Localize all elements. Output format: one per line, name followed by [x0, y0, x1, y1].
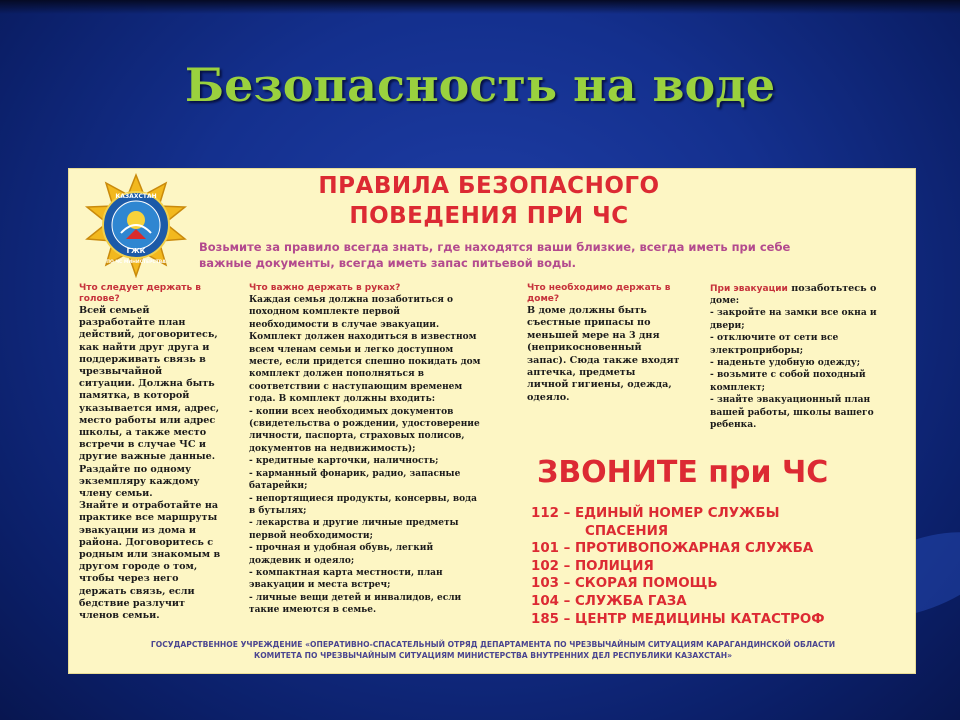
text-line: (неприкосновенный: [527, 342, 642, 354]
text-line: - возьмите с собой походный: [710, 369, 866, 381]
column-heading: [710, 283, 910, 295]
emergency-emblem-icon: [81, 173, 191, 278]
safety-poster: [68, 168, 916, 674]
text-line: - личные вещи детей и инвалидов, если: [249, 592, 462, 603]
text-line: вашей работы, школы вашего: [710, 406, 874, 418]
text-line: В доме должны быть: [527, 305, 647, 316]
emblem-top-text: КАЗАХСТАН: [115, 193, 157, 200]
column-body: [249, 294, 499, 617]
column-heading-line: Что следует держать в: [79, 283, 202, 293]
text-line: ситуации. Должна быть: [79, 378, 215, 390]
emblem-bottom-text: ПО ЧС МИНИСТЕРСТВА: [106, 260, 166, 265]
emergency-number: СПАСЕНИЯ: [585, 523, 669, 539]
poster-footer: [79, 639, 907, 661]
text-line: Знайте и отработайте на: [79, 500, 219, 512]
column-heading-line: Что важно держать в руках?: [249, 283, 401, 293]
poster-subheading: [199, 239, 909, 271]
text-line: указывается имя, адрес,: [79, 402, 220, 414]
text-line: как найти друг друга и: [79, 341, 210, 353]
text-line: - копии всех необходимых документов: [249, 406, 454, 417]
text-line: съестные припасы по: [527, 317, 651, 329]
text-line: экземпляру каждому: [79, 475, 200, 487]
top-shadow-band: [0, 0, 960, 14]
column-heading-line: доме?: [527, 294, 560, 304]
text-line: в бутылях;: [249, 505, 307, 516]
text-line: поддерживать связь в: [79, 353, 206, 365]
text-line: эвакуации из дома и: [79, 524, 197, 536]
text-line: одеяло.: [527, 391, 570, 403]
column-evacuation: [710, 283, 910, 431]
text-line: - непортящиеся продукты, консервы, вода: [249, 493, 477, 504]
text-line: школы, а также место: [79, 427, 207, 439]
emblem-abbr: ГЖК: [126, 247, 146, 255]
text-line: родным или знакомым в: [79, 549, 221, 561]
text-line: первой необходимости;: [249, 530, 373, 541]
footer-line1: ГОСУДАРСТВЕННОЕ УЧРЕЖДЕНИЕ «ОПЕРАТИВНО-СПАСАТЕЛЬНЫЙ ОТРЯД ДЕПАРТАМЕНТА ПО ЧРЕЗВЫЧАЙНЫМ СИТУАЦИЯМ КАРАГАНДИНСКОЙ ОБЛАСТИ: [150, 640, 836, 649]
text-line: года. В комплект должны входить:: [249, 394, 436, 405]
emergency-number: 185 – ЦЕНТР МЕДИЦИНЫ КАТАСТРОФ: [531, 611, 825, 627]
column-body: [79, 305, 229, 622]
column-head-knowledge: [79, 283, 229, 622]
text-line: батарейки;: [249, 481, 308, 492]
text-line: Раздайте по одному: [79, 463, 192, 475]
text-line: электроприборы;: [710, 344, 804, 356]
text-line: действий, договоритесь,: [79, 329, 218, 341]
text-line: документов на недвижимость);: [249, 443, 416, 454]
text-line: встречи в случае ЧС и: [79, 439, 207, 451]
emergency-number: 104 – СЛУЖБА ГАЗА: [531, 593, 687, 609]
text-line: - знайте эвакуационный план: [710, 394, 871, 406]
text-line: разработайте план: [79, 317, 186, 329]
text-line: - прочная и удобная обувь, легкий: [249, 543, 434, 554]
text-line: место работы или адрес: [79, 414, 216, 426]
emergency-number: 102 – ПОЛИЦИЯ: [531, 558, 654, 574]
text-line: держать связь, если: [79, 585, 195, 597]
text-line: Каждая семья должна позаботиться о: [249, 295, 453, 305]
text-line: запас). Сюда также входят: [527, 354, 680, 366]
call-heading: ЗВОНИТЕ при ЧС: [537, 455, 829, 490]
column-home-supplies: [527, 283, 702, 404]
emergency-numbers-list: [531, 505, 911, 628]
text-line: - наденьте удобную одежду;: [710, 357, 861, 369]
footer-line2: КОМИТЕТА ПО ЧРЕЗВЫЧАЙНЫМ СИТУАЦИЯМ МИНИСТЕРСТВА ВНУТРЕННИХ ДЕЛ РЕСПУБЛИКИ КАЗАХСТАН»: [254, 651, 732, 660]
text-line: членов семьи.: [79, 610, 160, 622]
text-line: личности, паспорта, страховых полисов,: [249, 431, 465, 442]
text-line: памятка, в которой: [79, 390, 190, 402]
text-line: (свидетельства о рождении, удостоверение: [249, 419, 480, 430]
text-line: двери;: [710, 319, 745, 331]
text-line: эвакуации и места встреч;: [249, 580, 391, 591]
text-line: Комплект должен находиться в известном: [249, 332, 477, 343]
text-line: Всей семьей: [79, 305, 150, 316]
column-heading: [249, 283, 499, 294]
text-line: - компактная карта местности, план: [249, 567, 443, 578]
text-line: - отключите от сети все: [710, 332, 839, 344]
column-heading-line: Что необходимо держать в: [527, 283, 671, 293]
text-line: походном комплекте первой: [249, 307, 400, 318]
column-heading-line: голове?: [79, 294, 120, 304]
text-line: района. Договоритесь с: [79, 536, 214, 548]
text-line: - кредитные карточки, наличность;: [249, 456, 439, 467]
text-line: доме:: [710, 295, 740, 306]
text-line: другом городе о том,: [79, 561, 198, 573]
text-line: дождевик и одеяло;: [249, 555, 355, 566]
text-line: члену семьи.: [79, 488, 153, 500]
text-line: практике все маршруты: [79, 512, 218, 524]
column-heading-red: При эвакуации: [710, 284, 788, 294]
text-line: личной гигиены, одежда,: [527, 379, 672, 391]
column-heading: [79, 283, 229, 305]
text-line: аптечка, предметы: [527, 367, 636, 379]
text-line: другие важные данные.: [79, 451, 216, 463]
column-heading-rest: позаботьтесь о: [787, 283, 877, 294]
text-line: комплект должен пополняться в: [249, 369, 425, 380]
text-line: соответствии с наступающим временем: [249, 381, 463, 392]
text-line: месте, если придется спешно покидать дом: [249, 357, 481, 368]
text-line: - лекарства и другие личные предметы: [249, 518, 459, 529]
text-line: - закройте на замки все окна и: [710, 307, 877, 319]
slide-title: Безопасность на воде: [184, 58, 776, 112]
text-line: комплект;: [710, 381, 765, 393]
text-line: необходимости в случае эвакуации.: [249, 319, 440, 330]
poster-heading-line2: ПОВЕДЕНИЯ ПРИ ЧС: [349, 203, 629, 229]
text-line: ребенка.: [710, 419, 757, 431]
text-line: всем членам семьи и легко доступном: [249, 344, 454, 355]
text-line: чтобы через него: [79, 573, 179, 585]
text-line: бедствие разлучит: [79, 597, 185, 609]
text-line: чрезвычайной: [79, 366, 163, 378]
poster-heading-line1: ПРАВИЛА БЕЗОПАСНОГО: [318, 173, 660, 199]
emergency-number: 112 – ЕДИНЫЙ НОМЕР СЛУЖБЫ: [531, 506, 780, 521]
subheading-line1: Возьмите за правило всегда знать, где находятся ваши близкие, всегда иметь при себе: [199, 240, 791, 254]
emergency-number: 103 – СКОРАЯ ПОМОЩЬ: [531, 576, 718, 592]
text-line: такие имеются в семье.: [249, 605, 377, 616]
column-heading: [527, 283, 702, 305]
text-line: - карманный фонарик, радио, запасные: [249, 468, 461, 479]
emergency-number: 101 – ПРОТИВОПОЖАРНАЯ СЛУЖБА: [531, 541, 814, 557]
column-body: [710, 295, 910, 431]
subheading-line2: важные документы, всегда иметь запас питьевой воды.: [199, 256, 577, 270]
text-line: меньшей мере на 3 дня: [527, 329, 660, 341]
column-hands-kit: [249, 283, 499, 617]
column-body: [527, 305, 702, 404]
